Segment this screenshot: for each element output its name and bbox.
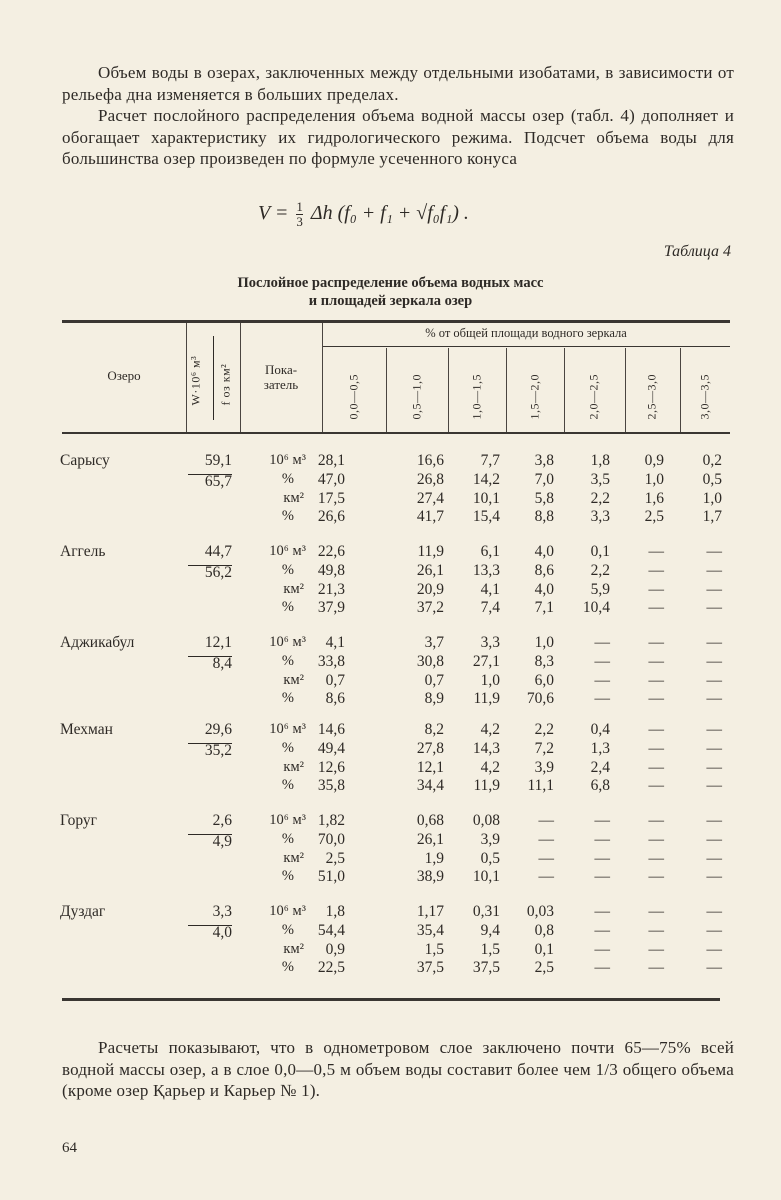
lake-volume: 59,1 (204, 452, 232, 469)
table-cell: 0,1 (534, 940, 554, 958)
table-cell: 35,8 (317, 777, 345, 795)
table-cell: 26,8 (416, 470, 444, 488)
table-cell: 3,5 (590, 470, 610, 488)
formula (258, 200, 469, 229)
table-cell: — (594, 671, 610, 689)
table-cell: — (706, 868, 722, 886)
header-indicator-line: затель (263, 377, 299, 392)
closing-paragraph (62, 1037, 734, 1102)
indicator-label: % (281, 561, 294, 578)
table-cell: 4,0 (534, 580, 554, 598)
table-cell: 15,4 (472, 508, 500, 526)
table-cell: 16,6 (416, 452, 444, 469)
table-cell: — (706, 652, 722, 670)
table-cell: 49,8 (317, 561, 345, 579)
table-cell: 38,9 (416, 868, 444, 886)
lake-name: Аггель (60, 543, 106, 560)
intro-paragraph-1 (62, 62, 734, 105)
table-cell: — (648, 721, 664, 738)
indicator-label: % (281, 599, 294, 616)
indicator-label: % (281, 868, 294, 885)
lake-volume: 3,3 (212, 903, 232, 920)
indicator-label: км² (283, 580, 304, 597)
header-divider (386, 348, 387, 432)
header-layer: 1,0—1,5 (469, 374, 484, 420)
table-cell: — (706, 812, 722, 829)
table-cell: 0,68 (416, 812, 444, 829)
table-cell: 37,5 (416, 959, 444, 977)
header-fraction-den: f оз км² (218, 363, 233, 406)
table-title-line-1: Послойное распределение объема водных масс (237, 275, 544, 291)
table-cell: — (594, 812, 610, 829)
table-cell: 2,2 (590, 489, 610, 507)
table-cell: 3,8 (534, 452, 554, 469)
table-cell: 8,6 (325, 690, 345, 708)
table-cell: 70,0 (317, 830, 345, 848)
table-cell: 2,5 (644, 508, 664, 526)
table-cell: — (706, 634, 722, 651)
indicator-label: км² (283, 849, 304, 866)
table-cell: — (648, 758, 664, 776)
table-cell: — (594, 849, 610, 867)
table-cell: 22,6 (317, 543, 345, 560)
table-cell: — (706, 561, 722, 579)
indicator-label: км² (283, 489, 304, 506)
table-cell: 3,3 (590, 508, 610, 526)
table-cell: 11,9 (417, 543, 444, 560)
table-cell: — (706, 543, 722, 560)
table-cell: 6,1 (480, 543, 500, 560)
header-layer: 3,0—3,5 (697, 374, 712, 420)
table-cell: — (706, 739, 722, 757)
indicator-label: % (281, 921, 294, 938)
table-cell: 11,9 (473, 777, 500, 795)
formula-denominator: 3 (296, 214, 303, 229)
table-cell: — (538, 830, 554, 848)
table-cell: 3,3 (480, 634, 500, 651)
table-cell: 1,5 (424, 940, 444, 958)
table-cell: 28,1 (317, 452, 345, 469)
table-cell: — (706, 777, 722, 795)
table-cell: 41,7 (416, 508, 444, 526)
table-cell: 1,82 (317, 812, 345, 829)
table-cell: 1,8 (325, 903, 345, 920)
lake-volume: 29,6 (204, 721, 232, 738)
lake-name: Аджикабул (60, 634, 135, 651)
table-cell: — (648, 777, 664, 795)
indicator-label: 10⁶ м³ (269, 812, 306, 828)
formula-rhs: Δh (f₀ + f₁ + √f₀f₁) . (310, 202, 469, 225)
table-cell: 27,4 (416, 489, 444, 507)
formula-numerator: 1 (296, 199, 303, 214)
table-cell: 11,1 (527, 777, 554, 795)
indicator-label: км² (283, 758, 304, 775)
table-cell: 20,9 (416, 580, 444, 598)
group-header-rule (322, 346, 730, 347)
lake-volume: 12,1 (204, 634, 232, 651)
table-cell: 54,4 (317, 921, 345, 939)
header-indicator (240, 362, 322, 392)
table-cell: 34,4 (416, 777, 444, 795)
table-cell: 2,2 (590, 561, 610, 579)
table-cell: — (648, 561, 664, 579)
table-cell: 0,03 (526, 903, 554, 920)
formula-lhs: V = (258, 202, 289, 225)
table-cell: 0,2 (702, 452, 722, 469)
table-cell: 22,5 (317, 959, 345, 977)
lake-name: Сарысу (60, 452, 110, 469)
table-cell: 5,9 (590, 580, 610, 598)
header-indicator-line: Пока- (264, 362, 298, 377)
table-cell: 7,0 (534, 470, 554, 488)
table-cell: 33,8 (317, 652, 345, 670)
table-cell: 13,3 (472, 561, 500, 579)
lake-name: Горуг (60, 812, 98, 829)
table-cell: 37,5 (472, 959, 500, 977)
indicator-label: км² (283, 940, 304, 957)
table-cell: 14,3 (472, 739, 500, 757)
table-title-line-2: и площадей зеркала озер (308, 293, 473, 309)
table-cell: 2,5 (325, 849, 345, 867)
table-cell: 7,2 (534, 739, 554, 757)
table-cell: — (648, 580, 664, 598)
table-cell: — (648, 921, 664, 939)
lake-area: 65,7 (204, 472, 232, 490)
table-cell: — (594, 830, 610, 848)
table-cell: — (648, 959, 664, 977)
indicator-label: % (281, 508, 294, 525)
table-cell: 1,5 (480, 940, 500, 958)
table-cell: — (594, 921, 610, 939)
table-cell: 1,17 (416, 903, 444, 920)
header-bottom-rule (62, 432, 730, 434)
table-cell: — (706, 599, 722, 617)
table-cell: — (648, 671, 664, 689)
formula-fraction (296, 200, 303, 229)
table-bottom-rule (62, 998, 720, 1001)
table-cell: 0,9 (644, 452, 664, 469)
table-cell: 7,1 (534, 599, 554, 617)
lake-area: 4,9 (212, 832, 232, 850)
table-cell: 0,1 (590, 543, 610, 560)
table-cell: 9,4 (480, 921, 500, 939)
lake-area: 56,2 (204, 563, 232, 581)
table-cell: — (706, 959, 722, 977)
table-cell: 0,4 (590, 721, 610, 738)
table-cell: 14,6 (317, 721, 345, 738)
table-cell: 6,8 (590, 777, 610, 795)
table-cell: 35,4 (416, 921, 444, 939)
header-layer: 2,0—2,5 (586, 374, 601, 420)
table-cell: — (594, 652, 610, 670)
header-divider (448, 348, 449, 432)
table-cell: — (706, 940, 722, 958)
indicator-label: % (281, 470, 294, 487)
lake-area: 8,4 (212, 654, 232, 672)
table-cell: 8,8 (534, 508, 554, 526)
table-cell: — (706, 830, 722, 848)
table-cell: 1,6 (644, 489, 664, 507)
table-cell: 10,1 (472, 868, 500, 886)
table-cell: 27,8 (416, 739, 444, 757)
table-cell: 0,31 (472, 903, 500, 920)
table-cell: 4,2 (480, 721, 500, 738)
header-lake: Озеро (107, 368, 141, 383)
table-cell: 8,2 (424, 721, 444, 738)
header-divider (186, 323, 187, 432)
indicator-label: 10⁶ м³ (269, 543, 306, 559)
indicator-label: 10⁶ м³ (269, 903, 306, 919)
table-cell: — (706, 849, 722, 867)
header-layer: 1,5—2,0 (527, 374, 542, 420)
table-cell: — (594, 940, 610, 958)
table-cell: — (648, 652, 664, 670)
table-cell: 8,9 (424, 690, 444, 708)
table-cell: — (706, 721, 722, 738)
table-cell: — (648, 830, 664, 848)
table-cell: — (648, 634, 664, 651)
table-cell: 47,0 (317, 470, 345, 488)
table-cell: 1,0 (534, 634, 554, 651)
table-cell: 26,1 (416, 830, 444, 848)
table-cell: — (706, 690, 722, 708)
table-title (0, 274, 781, 310)
indicator-label: 10⁶ м³ (269, 634, 306, 650)
table-cell: — (594, 959, 610, 977)
table-cell: 0,5 (480, 849, 500, 867)
table-cell: — (706, 758, 722, 776)
table-cell: 2,4 (590, 758, 610, 776)
table-cell: 3,7 (424, 634, 444, 651)
table-cell: 21,3 (317, 580, 345, 598)
table-cell: 51,0 (317, 868, 345, 886)
table-cell: 4,1 (480, 580, 500, 598)
table-cell: 26,6 (317, 508, 345, 526)
table-cell: — (538, 812, 554, 829)
header-divider (625, 348, 626, 432)
table-cell: 1,9 (424, 849, 444, 867)
table-cell: 0,8 (534, 921, 554, 939)
table-cell: 2,2 (534, 721, 554, 738)
intro-paragraph-2-text: Расчет послойного распределения объема водной массы озер (табл. 4) дополняет и обогащает характеристику их гидрологического режима. Подсчет объема воды для большинства озер произведен по формуле усеченного конуса (62, 106, 734, 169)
table-cell: — (706, 580, 722, 598)
header-group: % от общей площади водного зеркала (425, 326, 627, 340)
table-cell: — (594, 634, 610, 651)
table-cell: 1,0 (644, 470, 664, 488)
table-cell: 30,8 (416, 652, 444, 670)
table-cell: — (648, 903, 664, 920)
indicator-label: % (281, 830, 294, 847)
table-cell: — (538, 849, 554, 867)
table-cell: 8,6 (534, 561, 554, 579)
table-cell: 1,0 (702, 489, 722, 507)
table-cell: 4,2 (480, 758, 500, 776)
header-layer: 0,5—1,0 (409, 374, 424, 420)
table-cell: 1,0 (480, 671, 500, 689)
header-fraction-num: W·10⁶ м³ (188, 355, 203, 406)
table-cell: — (538, 868, 554, 886)
header-layer: 2,5—3,0 (644, 374, 659, 420)
table-cell: — (706, 903, 722, 920)
table-cell: — (648, 739, 664, 757)
table-cell: 12,6 (317, 758, 345, 776)
table-cell: 1,8 (590, 452, 610, 469)
table-cell: 3,9 (534, 758, 554, 776)
indicator-label: % (281, 777, 294, 794)
table-cell: 49,4 (317, 739, 345, 757)
table-cell: 1,3 (590, 739, 610, 757)
intro-paragraph-2 (62, 105, 734, 170)
table-cell: 8,3 (534, 652, 554, 670)
table-cell: — (648, 940, 664, 958)
intro-paragraph-1-text: Объем воды в озерах, заключенных между отдельными изобатами, в зависимости от рельефа дна изменяется в больших пределах. (62, 63, 734, 104)
fraction-divider (213, 336, 214, 420)
indicator-label: 10⁶ м³ (269, 721, 306, 737)
lake-name: Дуздаг (60, 903, 106, 920)
table-cell: 12,1 (416, 758, 444, 776)
lake-volume: 2,6 (212, 812, 232, 829)
table-cell: 7,4 (480, 599, 500, 617)
table-cell: — (706, 921, 722, 939)
table-top-rule (62, 320, 730, 323)
indicator-label: км² (283, 671, 304, 688)
table-cell: 0,9 (325, 940, 345, 958)
table-cell: — (648, 543, 664, 560)
lake-area: 4,0 (212, 923, 232, 941)
table-cell: — (648, 849, 664, 867)
table-cell: 0,08 (472, 812, 500, 829)
table-cell: 27,1 (472, 652, 500, 670)
table-cell: 4,1 (325, 634, 345, 651)
lake-area: 35,2 (204, 741, 232, 759)
page-number: 64 (62, 1140, 77, 1156)
table-cell: 10,4 (582, 599, 610, 617)
table-cell: 70,6 (526, 690, 554, 708)
header-divider (506, 348, 507, 432)
table-cell: — (648, 599, 664, 617)
table-cell: 0,7 (325, 671, 345, 689)
table-cell: 10,1 (472, 489, 500, 507)
table-cell: 11,9 (473, 690, 500, 708)
indicator-label: % (281, 690, 294, 707)
lake-volume: 44,7 (204, 543, 232, 560)
closing-paragraph-text: Расчеты показывают, что в однометровом слое заключено почти 65—75% всей водной массы озер, а в слое 0,0—0,5 м объем воды составит более чем 1/3 общего объема (кроме озер Қарьер и Карьер № 1). (62, 1038, 734, 1101)
table-cell: — (594, 690, 610, 708)
table-cell: 1,7 (702, 508, 722, 526)
table-cell: 2,5 (534, 959, 554, 977)
indicator-label: % (281, 959, 294, 976)
table-cell: 6,0 (534, 671, 554, 689)
table-cell: 17,5 (317, 489, 345, 507)
table-cell: 7,7 (480, 452, 500, 469)
table-cell: 0,7 (424, 671, 444, 689)
table-cell: 0,5 (702, 470, 722, 488)
table-cell: — (594, 903, 610, 920)
table-caption: Таблица 4 (663, 243, 731, 260)
table-cell: 37,9 (317, 599, 345, 617)
table-cell: 37,2 (416, 599, 444, 617)
table-cell: — (706, 671, 722, 689)
lake-name: Мехман (60, 721, 113, 738)
header-divider (564, 348, 565, 432)
header-layer: 0,0—0,5 (346, 374, 361, 420)
header-divider (680, 348, 681, 432)
table-cell: — (648, 812, 664, 829)
indicator-label: 10⁶ м³ (269, 452, 306, 468)
table-cell: — (594, 868, 610, 886)
table-cell: 4,0 (534, 543, 554, 560)
table-cell: 5,8 (534, 489, 554, 507)
table-cell: 14,2 (472, 470, 500, 488)
indicator-label: % (281, 739, 294, 756)
indicator-label: % (281, 652, 294, 669)
table-cell: 26,1 (416, 561, 444, 579)
table-cell: — (648, 690, 664, 708)
table-cell: — (648, 868, 664, 886)
table-cell: 3,9 (480, 830, 500, 848)
